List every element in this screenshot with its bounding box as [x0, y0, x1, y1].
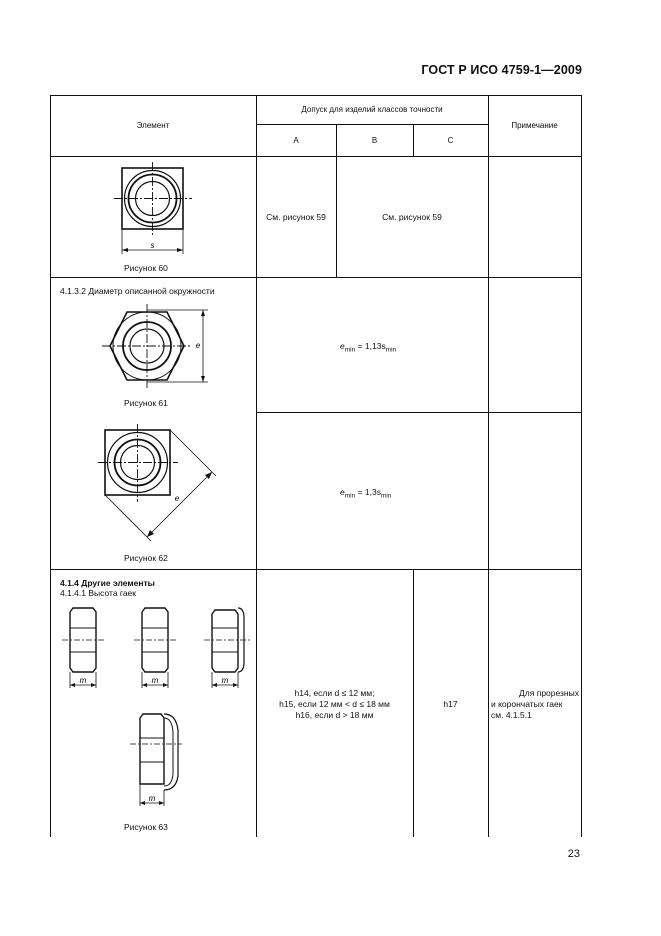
note-col-border	[488, 95, 489, 837]
figure-63-caption: Рисунок 63	[124, 822, 168, 832]
row2-bottom-border	[50, 569, 581, 570]
header-class-a: A	[293, 136, 299, 145]
dimension-e-label-61: e	[195, 341, 201, 350]
formula61-sub1: min	[344, 346, 356, 354]
dimension-m-label-b: m	[151, 676, 159, 685]
table-top-border	[50, 95, 581, 96]
figure-61-caption: Рисунок 61	[124, 398, 168, 408]
nut-height-figure-63a	[60, 604, 110, 694]
note-line-1: Для прорезных	[519, 688, 579, 698]
hex-nut-figure-61	[100, 304, 215, 394]
note-line-3: см. 4.1.5.1	[491, 710, 532, 720]
formula-e-min-1-3	[340, 487, 391, 500]
square-nut-figure-60	[100, 162, 210, 262]
formula61-e: e	[340, 341, 345, 351]
tolerance-h16: h16, если d > 18 мм	[295, 710, 374, 720]
row3-class-c-value: h17	[443, 699, 458, 709]
header-class-c: C	[447, 136, 454, 145]
table-right-border	[581, 95, 582, 837]
dimension-m-label-c: m	[221, 676, 229, 685]
square-nut-figure-62	[98, 424, 228, 544]
tolerance-h15: h15, если 12 мм < d ≤ 18 мм	[279, 699, 390, 709]
formula61-sub2: min	[385, 346, 397, 354]
element-col-border	[256, 95, 257, 837]
dimension-m-label-a: m	[79, 676, 87, 685]
nut-height-figure-63c	[202, 604, 257, 694]
row2-split-border	[256, 412, 581, 413]
header-note: Примечание	[511, 121, 558, 130]
row1-class-bc-value: См. рисунок 59	[382, 212, 442, 222]
formula-e-min-1-13	[340, 341, 396, 354]
formula62-e: e	[340, 487, 345, 497]
page-number: 23	[567, 848, 580, 860]
col-a-border	[336, 124, 337, 277]
section-4-1-4-1-title: 4.1.4.1 Высота гаек	[60, 588, 136, 598]
header-element: Элемент	[136, 121, 170, 130]
section-4-1-4-title: 4.1.4 Другие элементы	[60, 578, 155, 588]
nut-height-figure-63b	[132, 604, 182, 694]
formula61-rest: = 1,13s	[355, 341, 386, 351]
section-4-1-3-2-title: 4.1.3.2 Диаметр описанной окружности	[60, 286, 215, 296]
row3-note	[491, 688, 579, 721]
formula62-sub2: min	[380, 492, 392, 500]
header-tolerance: Допуск для изделий классов точности	[301, 105, 443, 114]
tolerance-subheader-border	[256, 124, 489, 125]
figure-60-caption: Рисунок 60	[124, 263, 168, 273]
dimension-e-label-62: e	[174, 494, 180, 503]
document-header: ГОСТ Р ИСО 4759-1—2009	[421, 63, 582, 77]
formula62-rest: = 1,3s	[355, 487, 381, 497]
row1-class-a-value: См. рисунок 59	[266, 212, 326, 222]
formula62-sub1: min	[344, 492, 356, 500]
dimension-m-label-d: m	[148, 794, 156, 803]
figure-62-caption: Рисунок 62	[124, 553, 168, 563]
table-left-border	[50, 95, 51, 837]
row3-class-ab-values	[256, 688, 413, 721]
row1-bottom-border	[50, 277, 581, 278]
note-line-2: и корончатых гаек	[491, 699, 563, 709]
dimension-s-label: s	[150, 241, 155, 250]
header-bottom-border	[50, 156, 581, 157]
tolerance-h14: h14, если d ≤ 12 мм;	[294, 688, 375, 698]
flanged-nut-figure-63d	[128, 710, 188, 810]
header-class-b: B	[371, 136, 378, 145]
